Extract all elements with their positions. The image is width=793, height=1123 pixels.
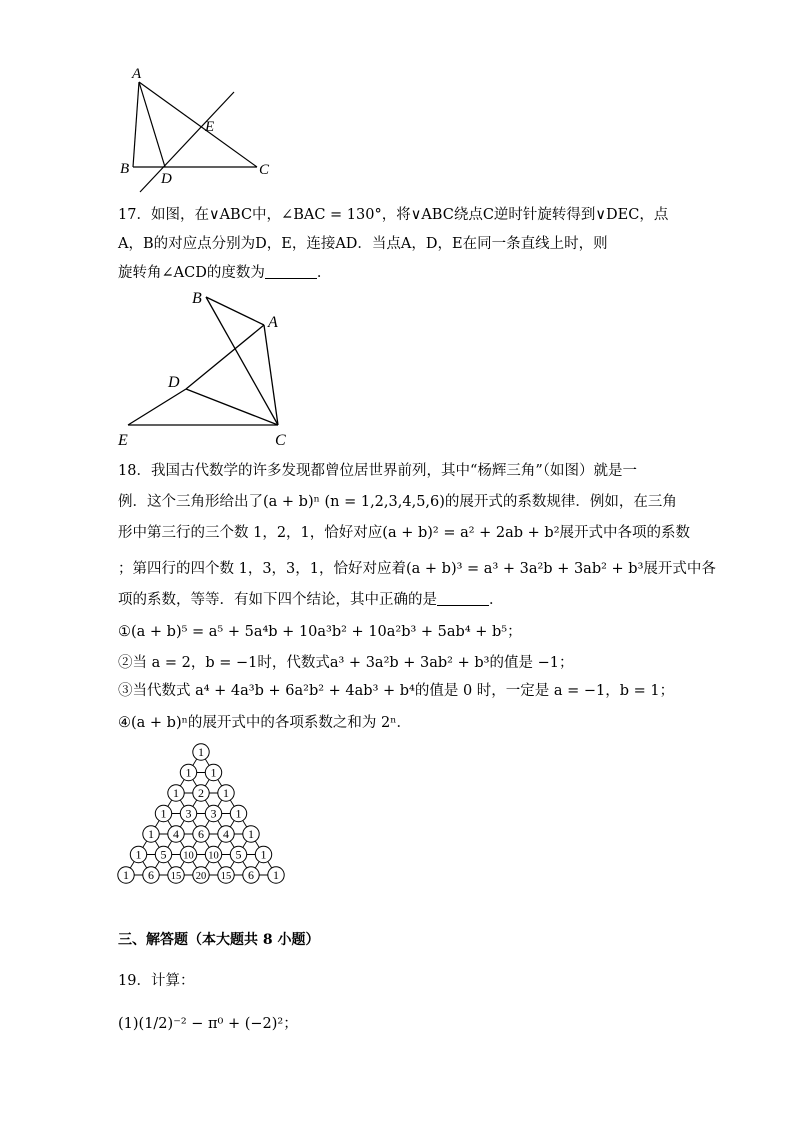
fig17-label-a: A bbox=[268, 314, 278, 331]
triangle-node-value: 3 bbox=[185, 806, 192, 821]
triangle-node-value: 1 bbox=[248, 827, 254, 842]
fig17-label-c: C bbox=[275, 432, 286, 449]
fig17-label-d: D bbox=[168, 374, 180, 391]
triangle-node-value: 1 bbox=[123, 868, 129, 883]
q18-conclusion-2: ②当 a = 2，b = −1时，代数式a³ + 3a²b + 3ab² + b³的值是 −1； bbox=[118, 655, 574, 671]
q17-answer-blank bbox=[265, 264, 317, 279]
q17-line-3: 旋转角∠ACD的度数为 ． bbox=[118, 265, 332, 281]
triangle-node-value: 3 bbox=[210, 806, 217, 821]
triangle-node-value: 2 bbox=[198, 786, 204, 801]
q18-conclusion-3: ③当代数式 a⁴ + 4a³b + 6a²b² + 4ab³ + b⁴的值是 0 时，一定是 a = −1，b = 1； bbox=[118, 683, 675, 699]
q18-line-4: ；第四行的四个数 1，3，3，1，恰好对应着(a + b)³ = a³ + 3a²b + 3ab² + b³展开式中各 bbox=[118, 561, 716, 577]
fig17-label-b: B bbox=[192, 290, 202, 307]
triangle-node-value: 1 bbox=[160, 806, 167, 821]
fig17-seg-dc bbox=[186, 389, 278, 425]
q17-line-1: 17．如图，在∨ABC中，∠BAC = 130°，将∨ABC绕点C逆时针旋转得到∨DEC，点 bbox=[118, 207, 669, 223]
triangle-node-value: 6 bbox=[148, 868, 154, 883]
triangle-node-value: 4 bbox=[173, 827, 179, 842]
triangle-node-value: 1 bbox=[223, 786, 229, 801]
q18-line-3: 形中第三行的三个数 1，2，1，恰好对应(a + b)² = a² + 2ab + b²展开式中各项的系数 bbox=[118, 525, 691, 541]
triangle-node-value: 20 bbox=[195, 871, 207, 883]
figure-q16 bbox=[112, 62, 282, 196]
triangle-node-value: 1 bbox=[135, 847, 142, 862]
fig17-label-e: E bbox=[118, 432, 128, 449]
q19-part-1: (1)(1/2)⁻² − π⁰ + (−2)²； bbox=[118, 1016, 298, 1032]
fig16-label-c: C bbox=[259, 162, 270, 178]
section-3-heading: 三、解答题（本大题共 8 小题） bbox=[118, 932, 320, 948]
figure-q17 bbox=[112, 285, 302, 450]
fig16-label-a: A bbox=[132, 66, 142, 82]
fig16-seg-ac bbox=[139, 82, 257, 167]
fig17-seg-ac bbox=[264, 325, 278, 425]
q18-conclusion-1: ①(a + b)⁵ = a⁵ + 5a⁴b + 10a³b² + 10a²b³ + 5ab⁴ + b⁵； bbox=[118, 624, 522, 640]
triangle-node-value: 5 bbox=[160, 847, 167, 862]
triangle-node-value: 1 bbox=[210, 765, 217, 780]
yanghui-triangle-figure bbox=[112, 740, 297, 885]
triangle-node-value: 1 bbox=[173, 786, 179, 801]
triangle-node-value: 1 bbox=[148, 827, 154, 842]
q17-line-2: A，B的对应点分别为D，E，连接AD．当点A，D，E在同一条直线上时，则 bbox=[118, 236, 608, 252]
fig16-seg-ab bbox=[133, 82, 139, 167]
fig17-seg-de bbox=[128, 389, 186, 425]
q18-line-2: 例．这个三角形给出了(a + b)ⁿ (n = 1,2,3,4,5,6)的展开式的系数规律．例如，在三角 bbox=[118, 494, 677, 510]
triangle-node-value: 15 bbox=[220, 871, 232, 883]
q19-title: 19．计算： bbox=[118, 973, 195, 989]
fig16-label-e: E bbox=[205, 119, 215, 135]
q18-answer-blank bbox=[437, 591, 489, 606]
triangle-node-value: 4 bbox=[223, 827, 229, 842]
triangle-node-value: 1 bbox=[198, 745, 204, 760]
fig16-line-de bbox=[140, 92, 234, 192]
fig16-label-b: B bbox=[120, 161, 130, 177]
triangle-node-value: 1 bbox=[260, 847, 267, 862]
triangle-node-value: 10 bbox=[183, 850, 194, 862]
q18-line-1: 18．我国古代数学的许多发现都曾位居世界前列，其中“杨辉三角”（如图）就是一 bbox=[118, 463, 638, 479]
fig17-seg-ba bbox=[206, 297, 264, 325]
triangle-node-value: 5 bbox=[235, 847, 242, 862]
q18-conclusion-4: ④(a + b)ⁿ的展开式中的各项系数之和为 2ⁿ． bbox=[118, 715, 411, 731]
triangle-node-value: 15 bbox=[170, 871, 182, 883]
triangle-node-value: 10 bbox=[208, 850, 219, 862]
q18-line-5: 项的系数，等等．有如下四个结论，其中正确的是 ． bbox=[118, 592, 504, 608]
fig16-seg-ad bbox=[139, 82, 165, 167]
triangle-node-value: 6 bbox=[248, 868, 254, 883]
triangle-node-value: 1 bbox=[185, 765, 192, 780]
triangle-node-value: 1 bbox=[235, 806, 242, 821]
fig16-label-d: D bbox=[161, 171, 172, 187]
triangle-node-value: 6 bbox=[198, 827, 204, 842]
triangle-node-value: 1 bbox=[273, 868, 279, 883]
